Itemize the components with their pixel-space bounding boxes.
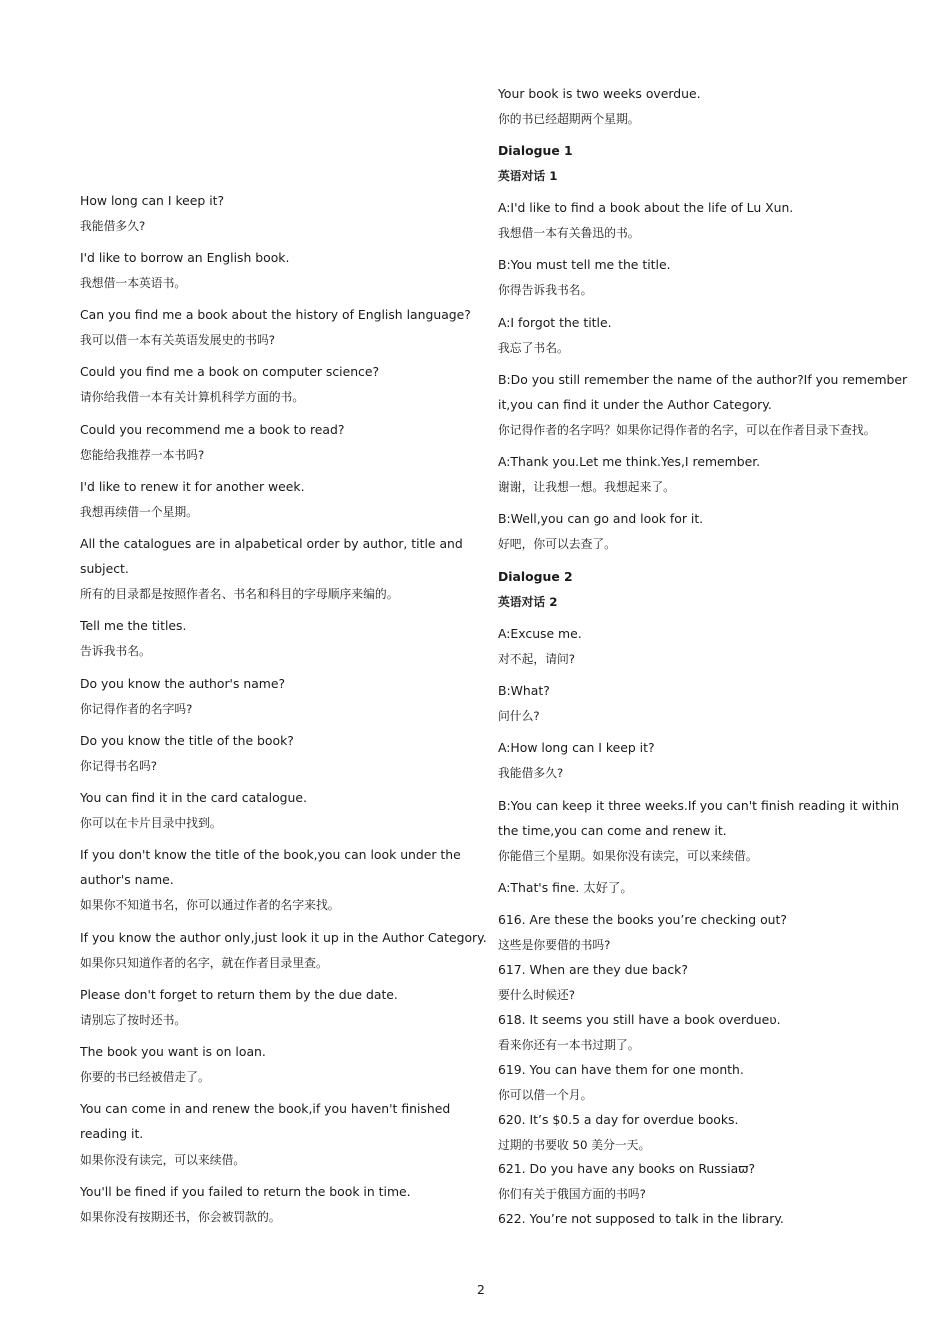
text-line: I'd like to borrow an English book. xyxy=(80,250,290,265)
text-line: 你的书已经超期两个星期。 xyxy=(498,112,640,126)
text-line: 谢谢，让我想一想。我想起来了。 xyxy=(498,480,675,494)
text-line: 好吧，你可以去查了。 xyxy=(498,537,616,551)
text-line: 621. Do you have any books on Russiaϖ? xyxy=(498,1161,756,1176)
text-line: A:Excuse me. xyxy=(498,626,582,641)
text-line: 616. Are these the books you’re checking out? xyxy=(498,912,787,927)
text-line: the time,you can come and renew it. xyxy=(498,823,727,838)
text-line: 你记得书名吗? xyxy=(80,759,158,773)
text-line: 请别忘了按时还书。 xyxy=(80,1013,187,1027)
text-line: 如果你只知道作者的名字，就在作者目录里查。 xyxy=(80,956,328,970)
text-line: B:You must tell me the title. xyxy=(498,257,671,272)
text-line: 告诉我书名。 xyxy=(80,644,151,658)
text-line: 620. It’s $0.5 a day for overdue books. xyxy=(498,1112,739,1127)
text-line: 这些是你要借的书吗? xyxy=(498,938,611,952)
text-line: You can find it in the card catalogue. xyxy=(80,790,307,805)
text-line: 如果你不知道书名，你可以通过作者的名字来找。 xyxy=(80,898,340,912)
text-line: 对不起，请问? xyxy=(498,652,576,666)
text-line: 如果你没有读完，可以来续借。 xyxy=(80,1153,246,1167)
text-line: If you know the author only,just look it up in the Author Category. xyxy=(80,930,487,945)
text-line: Please don't forget to return them by the due date. xyxy=(80,987,398,1002)
text-line: A:Thank you.Let me think.Yes,I remember. xyxy=(498,454,761,469)
text-line: 619. You can have them for one month. xyxy=(498,1062,744,1077)
text-line: 你记得作者的名字吗? xyxy=(80,702,193,716)
text-line: 我能借多久? xyxy=(80,219,146,233)
text-line: 您能给我推荐一本书吗? xyxy=(80,448,205,462)
text-line: 617. When are they due back? xyxy=(498,962,688,977)
page-number: 2 xyxy=(477,1282,485,1297)
section-heading: 英语对话 2 xyxy=(498,595,558,609)
text-line: Could you recommend me a book to read? xyxy=(80,422,345,437)
text-line: A:How long can I keep it? xyxy=(498,740,655,755)
text-line: If you don't know the title of the book,you can look under the xyxy=(80,847,461,862)
text-line: B:What? xyxy=(498,683,550,698)
text-line: 你能借三个星期。如果你没有读完，可以来续借。 xyxy=(498,849,758,863)
text-line: 我忘了书名。 xyxy=(498,341,569,355)
text-line: 你记得作者的名字吗？如果你记得作者的名字，可以在作者目录下查找。 xyxy=(498,423,876,437)
text-line: 你可以在卡片目录中找到。 xyxy=(80,816,222,830)
text-line: 你得告诉我书名。 xyxy=(498,283,593,297)
text-line: B:Well,you can go and look for it. xyxy=(498,511,704,526)
text-line: 你要的书已经被借走了。 xyxy=(80,1070,210,1084)
text-line: 如果你没有按期还书，你会被罚款的。 xyxy=(80,1210,281,1224)
text-line: All the catalogues are in alpabetical order by author, title and xyxy=(80,536,463,551)
text-line: The book you want is on loan. xyxy=(80,1044,266,1059)
text-line: Tell me the titles. xyxy=(80,618,187,633)
text-line: You'll be fined if you failed to return the book in time. xyxy=(80,1184,411,1199)
text-line: I'd like to renew it for another week. xyxy=(80,479,305,494)
text-line: Do you know the author's name? xyxy=(80,676,286,691)
text-line: Could you find me a book on computer science? xyxy=(80,364,380,379)
text-line: subject. xyxy=(80,561,129,576)
text-line: it,you can find it under the Author Category. xyxy=(498,397,772,412)
text-line: 问什么? xyxy=(498,709,540,723)
text-line: author's name. xyxy=(80,872,174,887)
text-line: reading it. xyxy=(80,1126,144,1141)
text-line: 所有的目录都是按照作者名、书名和科目的字母顺序来编的。 xyxy=(80,587,399,601)
text-line: 618. It seems you still have a book overdueʋ. xyxy=(498,1012,781,1027)
text-line: A:That's fine. 太好了。 xyxy=(498,880,633,895)
text-line: 你们有关于俄国方面的书吗? xyxy=(498,1187,646,1201)
text-line: 我想再续借一个星期。 xyxy=(80,505,198,519)
text-line: Do you know the title of the book? xyxy=(80,733,294,748)
text-line: 过期的书要收 50 美分一天。 xyxy=(498,1138,651,1152)
text-line: Can you find me a book about the history of English language? xyxy=(80,307,471,322)
text-line: A:I'd like to find a book about the life of Lu Xun. xyxy=(498,200,794,215)
text-line: How long can I keep it? xyxy=(80,193,225,208)
text-line: 你可以借一个月。 xyxy=(498,1088,593,1102)
text-line: 我想借一本有关鲁迅的书。 xyxy=(498,226,640,240)
text-line: 我想借一本英语书。 xyxy=(80,276,187,290)
text-line: 我可以借一本有关英语发展史的书吗? xyxy=(80,333,276,347)
text-line: 请你给我借一本有关计算机科学方面的书。 xyxy=(80,390,305,404)
section-heading: Dialogue 1 xyxy=(498,143,573,158)
text-line: B:You can keep it three weeks.If you can't finish reading it within xyxy=(498,798,900,813)
text-line: 我能借多久? xyxy=(498,766,564,780)
text-line: A:I forgot the title. xyxy=(498,315,612,330)
text-line: 看来你还有一本书过期了。 xyxy=(498,1038,640,1052)
text-line: Your book is two weeks overdue. xyxy=(498,86,701,101)
text-line: 要什么时候还? xyxy=(498,988,576,1002)
text-line: You can come in and renew the book,if you haven't finished xyxy=(80,1101,451,1116)
text-line: 622. You’re not supposed to talk in the library. xyxy=(498,1211,784,1226)
text-line: B:Do you still remember the name of the author?If you remember xyxy=(498,372,908,387)
section-heading: 英语对话 1 xyxy=(498,169,558,183)
section-heading: Dialogue 2 xyxy=(498,569,573,584)
